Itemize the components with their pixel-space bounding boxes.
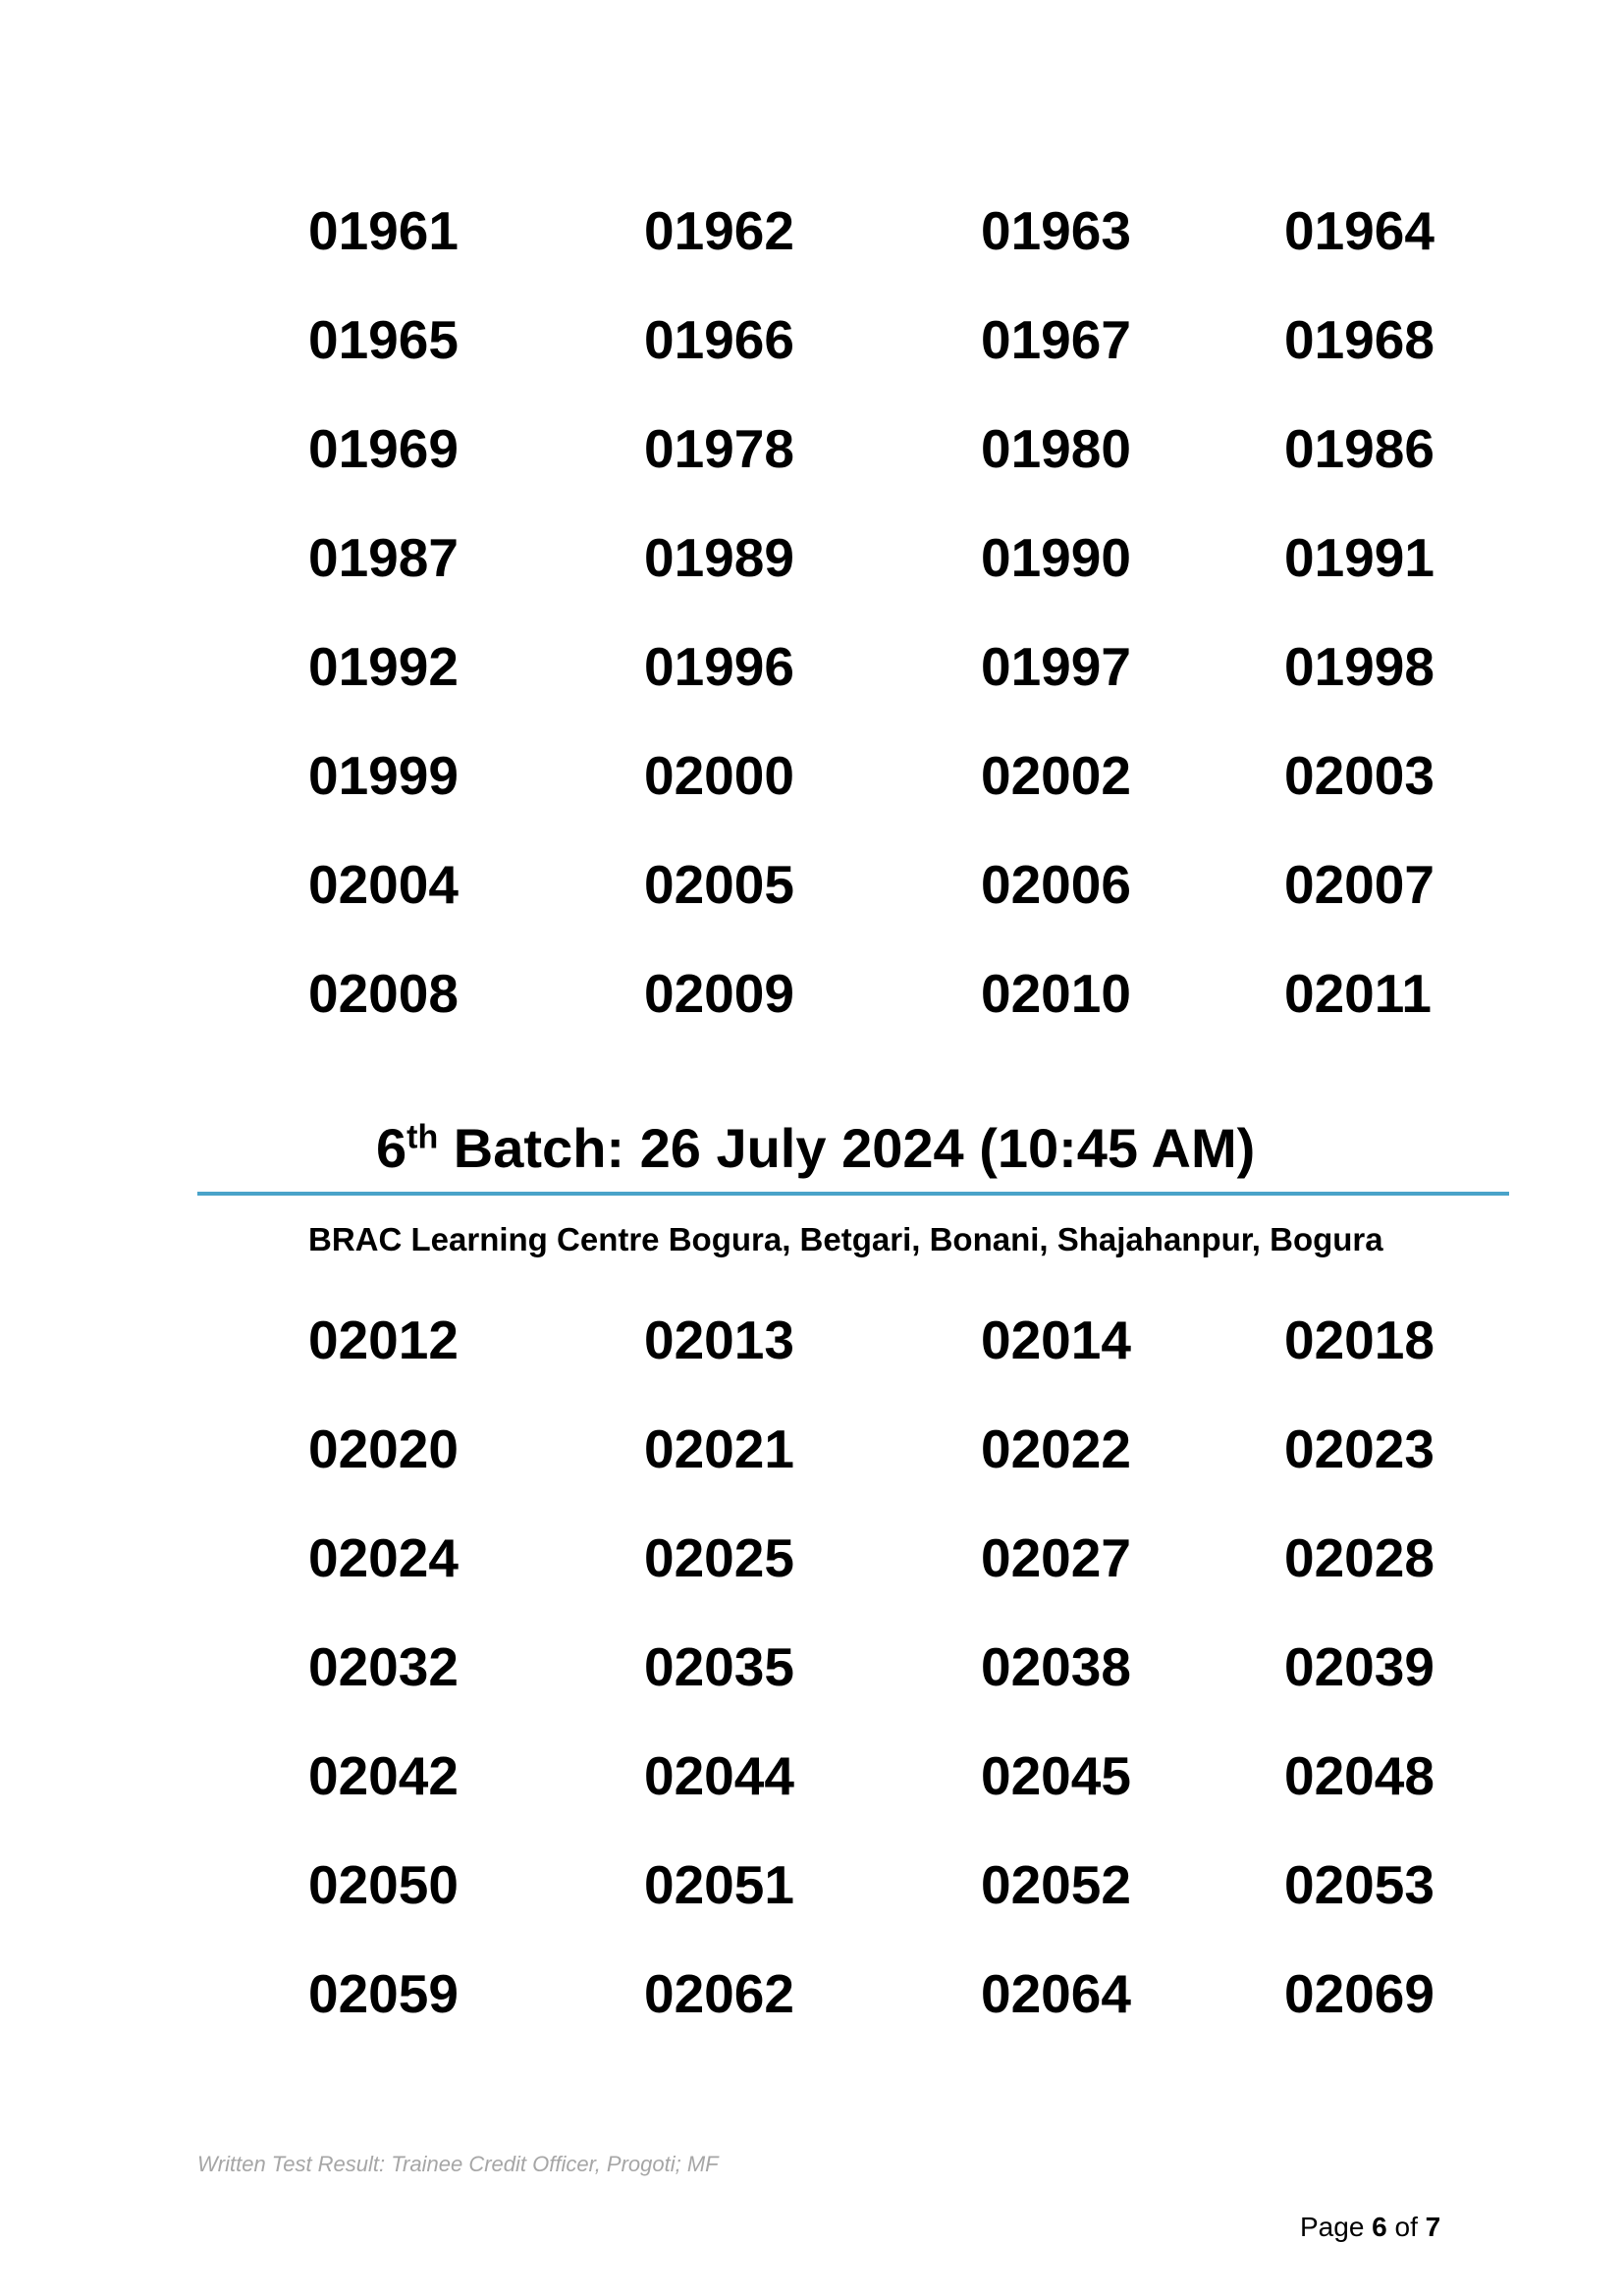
roll-number-row [0, 627, 1624, 736]
batch-venue: BRAC Learning Centre Bogura, Betgari, Bonani, Shajahanpur, Bogura [308, 1221, 1383, 1257]
roll-number: 02010 [981, 963, 1131, 1024]
roll-number: 02028 [1284, 1527, 1435, 1588]
roll-number-row [0, 518, 1624, 627]
roll-number: 02004 [308, 854, 459, 915]
roll-number: 01989 [644, 527, 794, 588]
roll-number: 01986 [1284, 418, 1435, 479]
roll-number: 02018 [1284, 1309, 1435, 1370]
roll-number: 02020 [308, 1418, 459, 1479]
roll-number: 02052 [981, 1854, 1131, 1915]
roll-number-row [0, 1301, 1624, 1410]
roll-number: 01964 [1284, 200, 1435, 261]
roll-number: 02014 [981, 1309, 1131, 1370]
roll-number: 01991 [1284, 527, 1435, 588]
roll-number: 01978 [644, 418, 794, 479]
batch-title: Batch: 26 July 2024 (10:45 AM) [438, 1117, 1256, 1179]
roll-number: 02005 [644, 854, 794, 915]
roll-number: 01999 [308, 745, 459, 806]
roll-number-row [0, 1628, 1624, 1736]
roll-number: 02013 [644, 1309, 794, 1370]
roll-number: 02011 [1284, 963, 1432, 1024]
roll-number: 02048 [1284, 1745, 1435, 1806]
roll-number: 01998 [1284, 636, 1435, 697]
roll-number: 01996 [644, 636, 794, 697]
roll-number: 02009 [644, 963, 794, 1024]
roll-number: 02053 [1284, 1854, 1435, 1915]
page-current: 6 [1372, 2212, 1387, 2242]
roll-number-row [0, 1845, 1624, 1954]
roll-number: 02022 [981, 1418, 1131, 1479]
roll-number: 02059 [308, 1963, 459, 2024]
roll-number: 01992 [308, 636, 459, 697]
roll-number-row [0, 1410, 1624, 1519]
roll-number-grid-batch [0, 1301, 1624, 2063]
roll-number: 02025 [644, 1527, 794, 1588]
page-number [1300, 2212, 1440, 2243]
roll-number: 01990 [981, 527, 1131, 588]
roll-number: 01965 [308, 309, 459, 370]
page-total: 7 [1425, 2212, 1441, 2242]
roll-number: 01968 [1284, 309, 1435, 370]
roll-number: 01961 [308, 200, 459, 261]
roll-number: 02012 [308, 1309, 459, 1370]
footer-note: Written Test Result: Trainee Credit Officer, Progoti; MF [197, 2152, 719, 2176]
roll-number: 02042 [308, 1745, 459, 1806]
roll-number-row [0, 1736, 1624, 1845]
roll-number: 01997 [981, 636, 1131, 697]
roll-number-row [0, 191, 1624, 300]
roll-number: 02045 [981, 1745, 1131, 1806]
roll-number: 02062 [644, 1963, 794, 2024]
roll-number-grid-top [0, 191, 1624, 1063]
page-of: of [1386, 2212, 1426, 2242]
batch-ordinal-suffix: th [406, 1118, 439, 1156]
roll-number: 01963 [981, 200, 1131, 261]
roll-number: 01966 [644, 309, 794, 370]
roll-number: 02064 [981, 1963, 1131, 2024]
roll-number-row [0, 954, 1624, 1063]
roll-number-row [0, 300, 1624, 409]
roll-number: 02038 [981, 1636, 1131, 1697]
roll-number: 02006 [981, 854, 1131, 915]
batch-ordinal-number: 6 [376, 1117, 407, 1179]
roll-number: 01987 [308, 527, 459, 588]
page-prefix: Page [1300, 2212, 1373, 2242]
roll-number: 02023 [1284, 1418, 1435, 1479]
roll-number: 02032 [308, 1636, 459, 1697]
roll-number: 02007 [1284, 854, 1435, 915]
roll-number: 02003 [1284, 745, 1435, 806]
roll-number: 02069 [1284, 1963, 1435, 2024]
roll-number: 02008 [308, 963, 459, 1024]
roll-number: 01969 [308, 418, 459, 479]
roll-number: 02044 [644, 1745, 794, 1806]
roll-number: 02000 [644, 745, 794, 806]
roll-number-row [0, 409, 1624, 518]
roll-number: 01980 [981, 418, 1131, 479]
roll-number: 02027 [981, 1527, 1131, 1588]
roll-number-row [0, 845, 1624, 954]
batch-heading [376, 1109, 1255, 1188]
roll-number: 02021 [644, 1418, 794, 1479]
roll-number: 02024 [308, 1527, 459, 1588]
roll-number-row [0, 1954, 1624, 2063]
roll-number: 02051 [644, 1854, 794, 1915]
heading-divider [197, 1192, 1509, 1196]
roll-number: 02039 [1284, 1636, 1435, 1697]
roll-number: 02050 [308, 1854, 459, 1915]
roll-number: 02002 [981, 745, 1131, 806]
roll-number: 01967 [981, 309, 1131, 370]
roll-number: 01962 [644, 200, 794, 261]
roll-number-row [0, 1519, 1624, 1628]
roll-number-row [0, 736, 1624, 845]
roll-number: 02035 [644, 1636, 794, 1697]
